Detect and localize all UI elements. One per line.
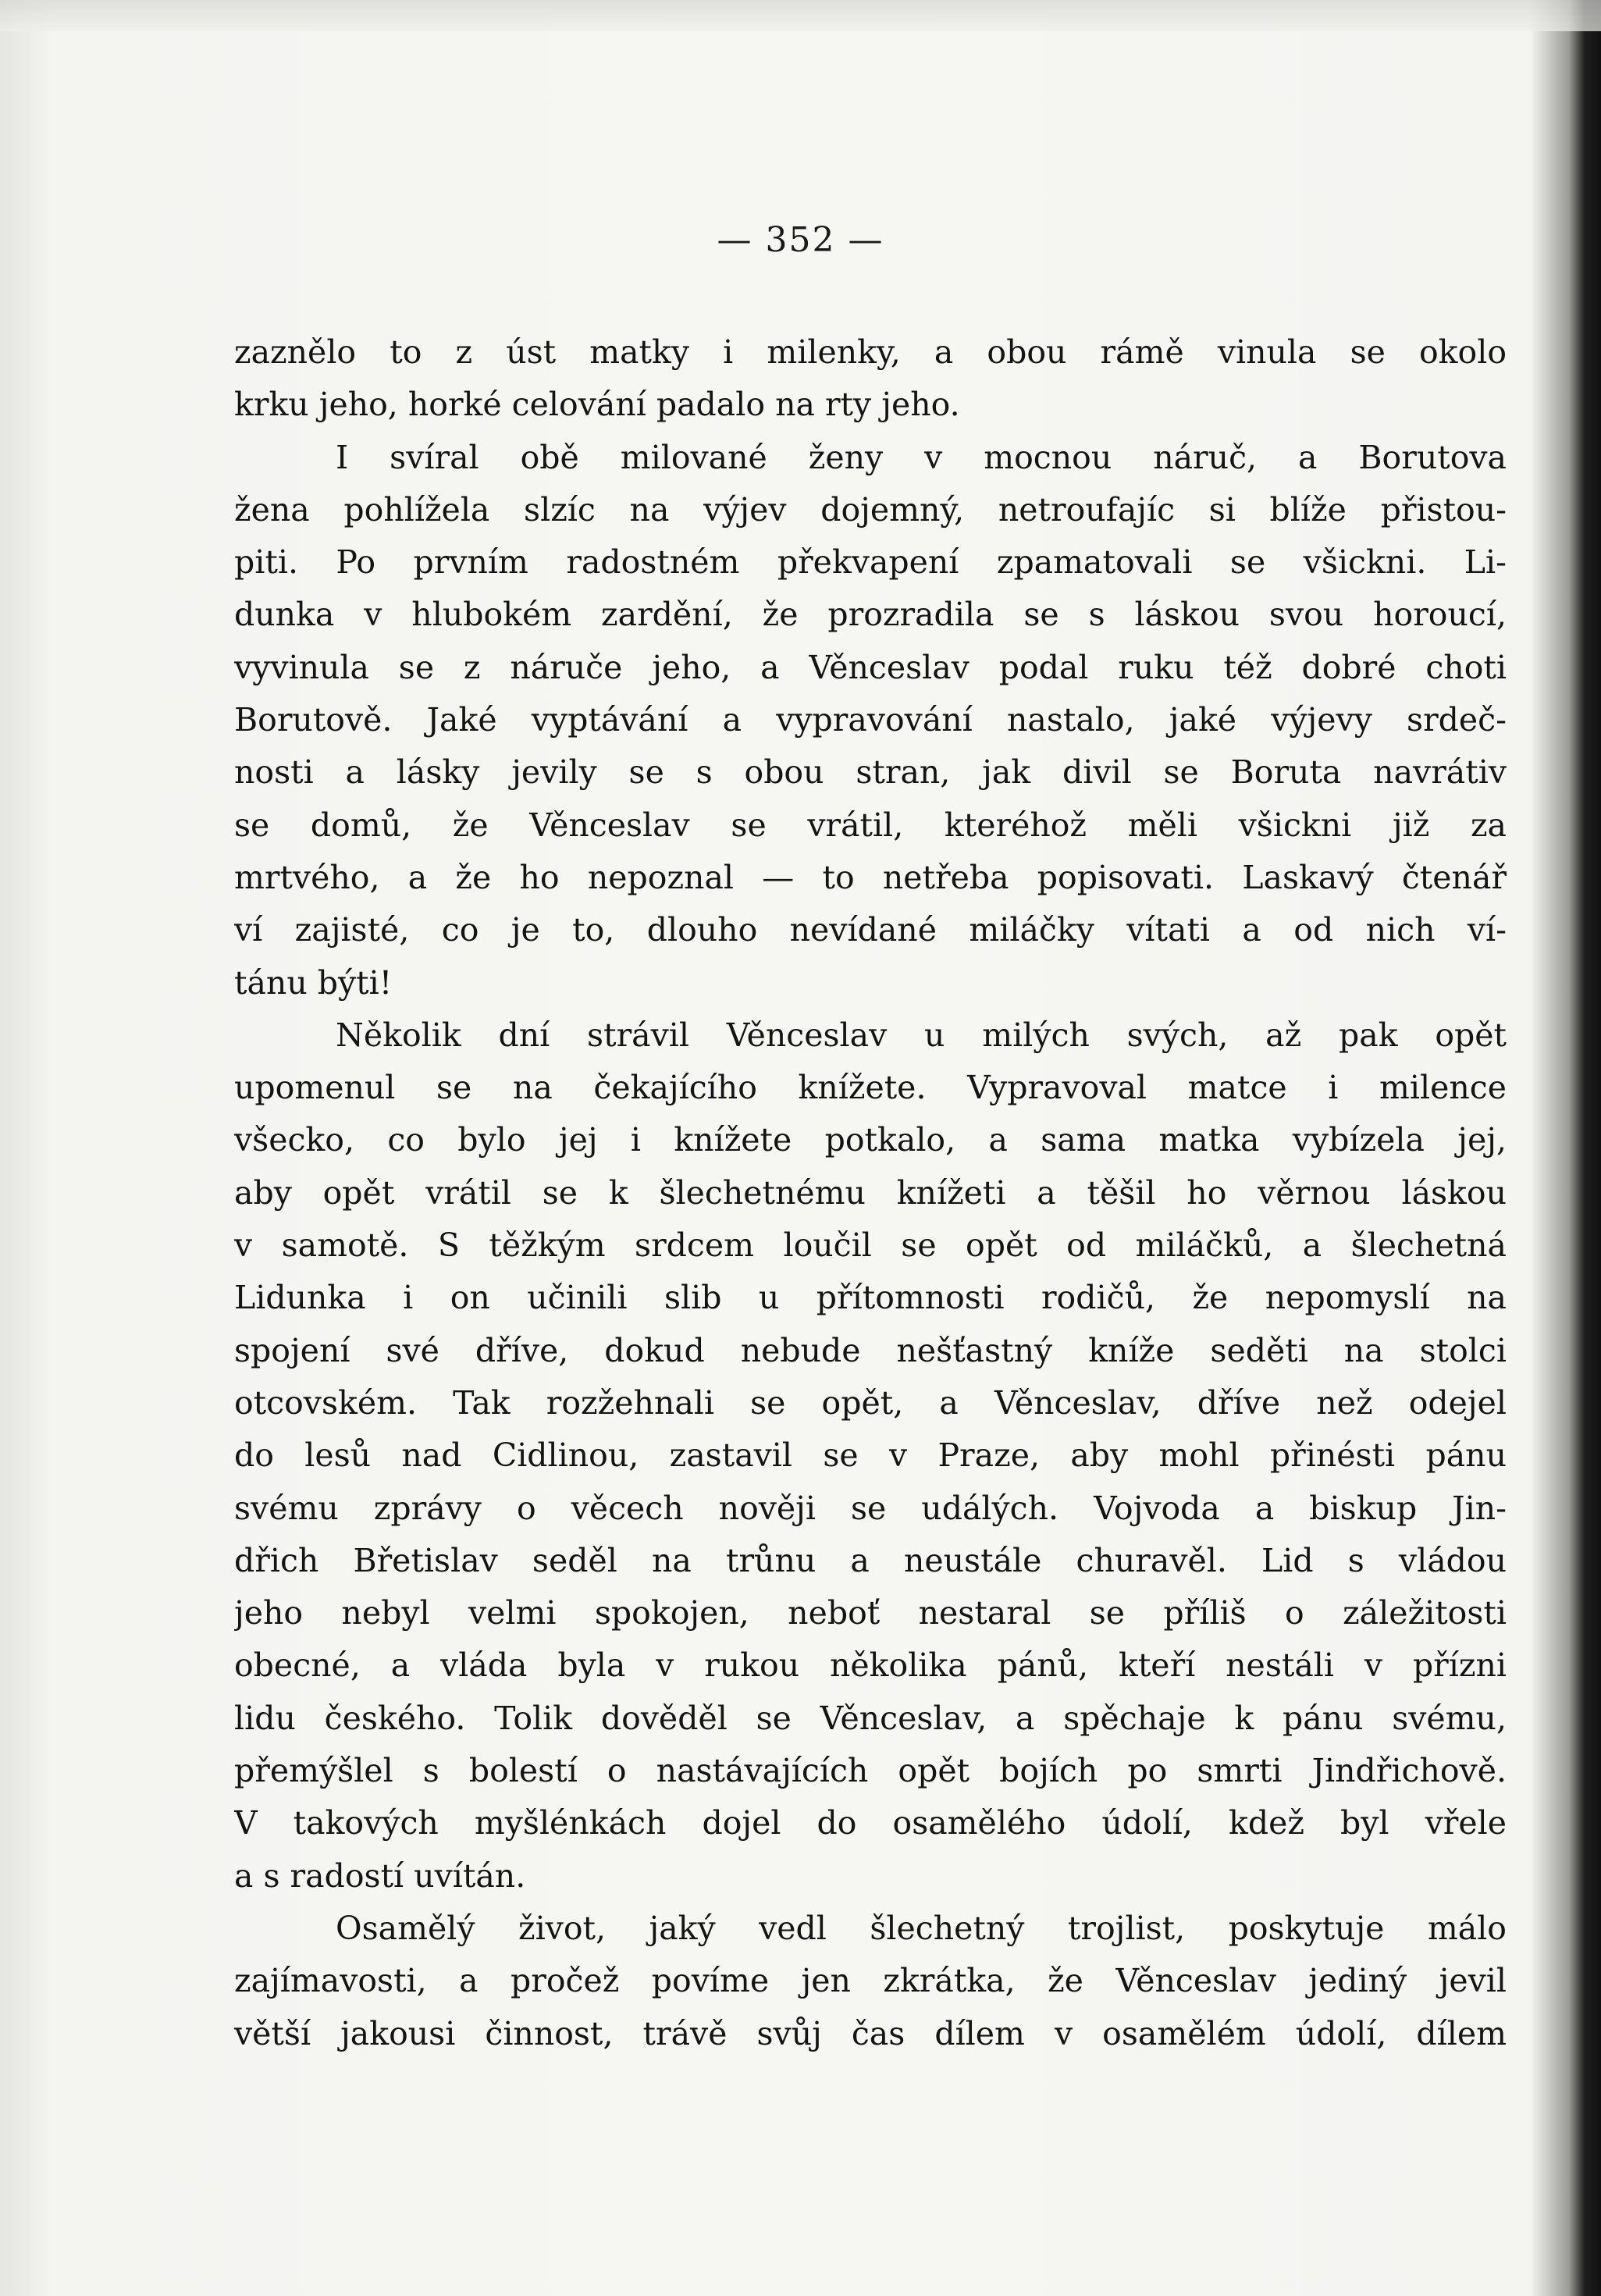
page-number: — 352 — [717,220,884,260]
text-line: do lesů nad Cidlinou, zastavil se v Praze, aby mohl přinésti pánu [234,1436,1507,1475]
text-line: žena pohlížela slzíc na výjev dojemný, netroufajíc si blíže přistou- [234,490,1507,529]
text-line: větší jakousi činnost, trávě svůj čas dílem v osamělém údolí, dílem [234,2014,1507,2052]
text-line: v samotě. S těžkým srdcem loučil se opět od miláčků, a šlechetná [234,1226,1507,1265]
text-line: aby opět vrátil se k šlechetnému knížeti a těšil ho věrnou láskou [234,1173,1507,1212]
text-line: spojení své dříve, dokud nebude nešťastný kníže seděti na stolci [234,1331,1507,1369]
text-line: piti. Po prvním radostném překvapení zpamatovali se všickni. Li- [234,543,1507,582]
text-line: všecko, co bylo jej i knížete potkalo, a sama matka vybízela jej, [234,1121,1507,1159]
text-line: krku jeho, horké celování padalo na rty jeho. [234,386,960,424]
text-line: ví zajisté, co je to, dlouho nevídané miláčky vítati a od nich ví- [234,911,1507,949]
text-line: Několik dní strávil Věnceslav u milých svých, až pak opět [336,1016,1507,1054]
text-line: jeho nebyl velmi spokojen, neboť nestaral se příliš o záležitosti [234,1594,1507,1632]
text-line: V takových myšlénkách dojel do osamělého údolí, kdež byl vřele [234,1804,1507,1842]
text-line: a s radostí uvítán. [234,1856,526,1895]
text-line: I svíral obě milované ženy v mocnou náruč, a Borutova [336,438,1507,476]
text-line: zaznělo to z úst matky i milenky, a obou rámě vinula se okolo [234,333,1507,371]
body-text [234,326,1507,2060]
text-line: obecné, a vláda byla v rukou několika pánů, kteří nestáli v přízni [234,1646,1507,1685]
text-line: zajímavosti, a pročež povíme jen zkrátka, že Věnceslav jediný jevil [234,1962,1507,2000]
text-line: Borutově. Jaké vyptávání a vypravování nastalo, jaké výjevy srdeč- [234,701,1507,739]
text-line: mrtvého, a že ho nepoznal — to netřeba popisovati. Laskavý čtenář [234,858,1507,896]
text-line: přemýšlel s bolestí o nastávajících opět bojích po smrti Jindřichově. [234,1752,1507,1790]
text-line: tánu býti! [234,963,393,1002]
text-line: nosti a lásky jevily se s obou stran, jak divil se Boruta navrátiv [234,753,1507,792]
text-line: Lidunka i on učinili slib u přítomnosti rodičů, že nepomyslí na [234,1279,1507,1317]
text-line: dunka v hlubokém zardění, že prozradila se s láskou svou horoucí, [234,596,1507,634]
text-line: svému zprávy o věcech nověji se událých. Vojvoda a biskup Jin- [234,1489,1507,1527]
text-line: lidu českého. Tolik dověděl se Věnceslav, a spěchaje k pánu svému, [234,1699,1507,1737]
text-line: upomenul se na čekajícího knížete. Vypravoval matce i milence [234,1069,1507,1107]
text-line: vyvinula se z náruče jeho, a Věnceslav podal ruku též dobré choti [234,648,1507,686]
text-line: dřich Břetislav seděl na trůnu a neustále churavěl. Lid s vládou [234,1541,1507,1579]
page-top-edge [0,0,1601,31]
text-line: se domů, že Věnceslav se vrátil, kteréhož měli všickni již za [234,806,1507,844]
text-line: Osamělý život, jaký vedl šlechetný trojlist, poskytuje málo [336,1909,1507,1947]
text-line: otcovském. Tak rozžehnali se opět, a Věnceslav, dříve než odejel [234,1383,1507,1422]
